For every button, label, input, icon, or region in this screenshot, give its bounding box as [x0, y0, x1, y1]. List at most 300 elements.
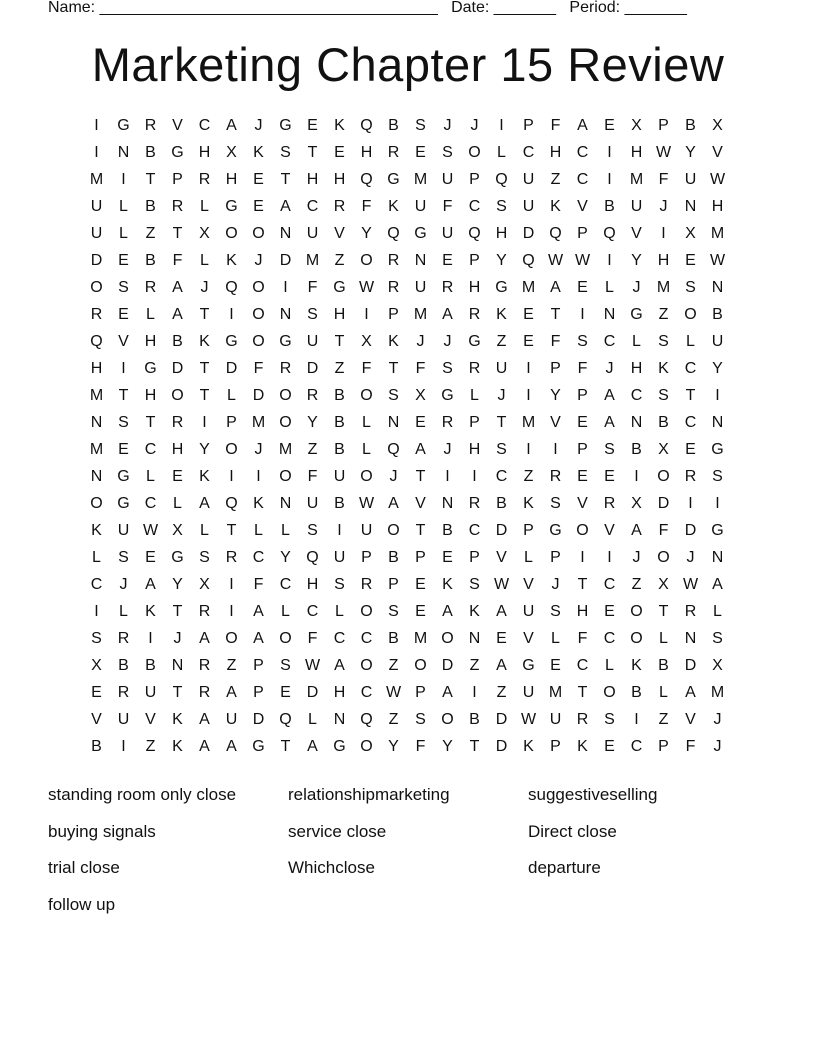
grid-letter: F	[658, 171, 669, 188]
grid-letter: S	[496, 198, 507, 215]
grid-letter: G	[387, 171, 400, 188]
grid-letter: H	[711, 198, 724, 215]
grid-letter: M	[89, 387, 104, 404]
grid-letter: W	[304, 657, 321, 674]
grid-letter: S	[658, 333, 669, 350]
grid-letter: I	[526, 360, 531, 377]
grid-row	[83, 517, 731, 544]
grid-letter: T	[415, 468, 426, 485]
grid-letter: D	[522, 225, 535, 242]
grid-letter: L	[119, 198, 128, 215]
grid-letter: I	[661, 225, 666, 242]
grid-letter: M	[413, 306, 428, 323]
grid-letter: J	[389, 468, 398, 485]
grid-letter: Q	[603, 225, 616, 242]
grid-letter: E	[496, 630, 507, 647]
grid-letter: U	[90, 198, 103, 215]
grid-letter: G	[522, 657, 535, 674]
grid-letter: E	[118, 441, 129, 458]
date-blank: _______	[493, 0, 557, 16]
grid-letter: M	[413, 171, 428, 188]
grid-letter: I	[580, 306, 585, 323]
grid-letter: C	[576, 144, 589, 161]
grid-letter: Z	[334, 360, 345, 377]
grid-letter: E	[415, 603, 426, 620]
grid-letter: U	[333, 468, 346, 485]
name-blank: ______________________________________	[99, 0, 438, 16]
grid-row	[83, 679, 731, 706]
grid-letter: Y	[172, 576, 183, 593]
grid-letter: O	[387, 522, 400, 539]
grid-letter: U	[522, 198, 535, 215]
grid-letter: Q	[306, 549, 319, 566]
grid-letter: T	[577, 576, 588, 593]
grid-letter: U	[360, 522, 373, 539]
grid-letter: C	[603, 333, 616, 350]
grid-letter: W	[493, 576, 510, 593]
grid-letter: N	[630, 414, 643, 431]
word-bank-item: Whichclose	[288, 858, 375, 877]
grid-letter: T	[577, 684, 588, 701]
word-bank-item: suggestiveselling	[528, 785, 658, 804]
grid-letter: O	[279, 468, 292, 485]
grid-letter: I	[229, 603, 234, 620]
grid-letter: G	[117, 468, 130, 485]
grid-letter: U	[144, 684, 157, 701]
grid-letter: O	[225, 630, 238, 647]
grid-letter: F	[550, 117, 561, 134]
grid-letter: E	[523, 333, 534, 350]
grid-letter: P	[469, 414, 480, 431]
grid-letter: X	[91, 657, 102, 674]
grid-letter: D	[90, 252, 103, 269]
grid-letter: K	[523, 495, 534, 512]
grid-letter: F	[361, 360, 372, 377]
grid-letter: G	[549, 522, 562, 539]
grid-letter: I	[283, 279, 288, 296]
grid-letter: K	[226, 252, 237, 269]
grid-letter: H	[144, 333, 157, 350]
grid-letter: D	[171, 360, 184, 377]
grid-letter: C	[468, 522, 481, 539]
grid-letter: L	[200, 522, 209, 539]
grid-letter: N	[468, 630, 481, 647]
grid-letter: R	[144, 117, 157, 134]
grid-letter: Y	[307, 414, 318, 431]
grid-letter: V	[145, 711, 156, 728]
grid-letter: L	[146, 306, 155, 323]
grid-letter: H	[225, 171, 238, 188]
grid-letter: B	[388, 630, 399, 647]
grid-letter: L	[200, 252, 209, 269]
grid-letter: K	[253, 144, 264, 161]
grid-letter: F	[307, 279, 318, 296]
grid-letter: B	[334, 441, 345, 458]
grid-letter: A	[496, 657, 507, 674]
grid-letter: H	[468, 279, 481, 296]
grid-letter: M	[710, 684, 725, 701]
grid-letter: P	[577, 225, 588, 242]
grid-letter: U	[333, 549, 346, 566]
grid-letter: C	[333, 630, 346, 647]
grid-letter: F	[658, 522, 669, 539]
word-bank	[48, 777, 768, 923]
grid-letter: G	[279, 117, 292, 134]
grid-letter: A	[388, 495, 399, 512]
grid-letter: V	[496, 549, 507, 566]
grid-letter: X	[712, 657, 723, 674]
grid-letter: P	[577, 387, 588, 404]
grid-letter: B	[172, 333, 183, 350]
grid-letter: P	[226, 414, 237, 431]
grid-letter: G	[711, 441, 724, 458]
grid-letter: O	[225, 441, 238, 458]
grid-letter: U	[117, 522, 130, 539]
grid-letter: L	[605, 657, 614, 674]
grid-letter: P	[469, 549, 480, 566]
grid-letter: I	[634, 711, 639, 728]
grid-letter: I	[715, 495, 720, 512]
grid-letter: B	[388, 549, 399, 566]
grid-letter: E	[604, 603, 615, 620]
grid-letter: O	[252, 333, 265, 350]
grid-row	[83, 625, 731, 652]
grid-letter: R	[306, 387, 319, 404]
grid-letter: T	[280, 171, 291, 188]
grid-letter: Z	[145, 225, 156, 242]
grid-letter: R	[360, 576, 373, 593]
grid-letter: F	[442, 198, 453, 215]
grid-letter: I	[472, 684, 477, 701]
grid-letter: O	[630, 630, 643, 647]
grid-letter: A	[199, 738, 210, 755]
word-bank-item: relationshipmarketing	[288, 785, 450, 804]
grid-letter: E	[604, 738, 615, 755]
grid-letter: U	[90, 225, 103, 242]
grid-letter: S	[307, 522, 318, 539]
grid-letter: L	[551, 630, 560, 647]
grid-letter: K	[577, 738, 588, 755]
grid-letter: S	[91, 630, 102, 647]
grid-letter: L	[92, 549, 101, 566]
grid-letter: Y	[712, 360, 723, 377]
word-bank-item: Direct close	[528, 821, 617, 841]
grid-letter: Z	[307, 441, 318, 458]
grid-letter: W	[385, 684, 402, 701]
grid-letter: Q	[468, 225, 481, 242]
grid-letter: H	[630, 360, 643, 377]
grid-letter: B	[442, 522, 453, 539]
grid-letter: K	[550, 198, 561, 215]
grid-letter: P	[172, 171, 183, 188]
grid-letter: G	[117, 117, 130, 134]
grid-letter: R	[225, 549, 238, 566]
grid-letter: L	[470, 387, 479, 404]
grid-letter: V	[577, 495, 588, 512]
grid-letter: Z	[388, 711, 399, 728]
grid-letter: J	[254, 117, 263, 134]
grid-letter: I	[229, 306, 234, 323]
grid-letter: L	[605, 279, 614, 296]
grid-row	[83, 274, 731, 301]
grid-letter: D	[252, 387, 265, 404]
grid-letter: T	[685, 387, 696, 404]
grid-letter: Q	[279, 711, 292, 728]
word-bank-item: departure	[528, 858, 601, 877]
grid-letter: E	[415, 144, 426, 161]
grid-letter: V	[685, 711, 696, 728]
grid-letter: L	[146, 468, 155, 485]
grid-letter: K	[91, 522, 102, 539]
grid-letter: A	[334, 657, 345, 674]
grid-row	[83, 409, 731, 436]
grid-row	[83, 436, 731, 463]
grid-letter: Z	[496, 333, 507, 350]
grid-letter: T	[469, 738, 480, 755]
grid-letter: O	[441, 711, 454, 728]
grid-letter: E	[685, 441, 696, 458]
grid-letter: D	[225, 360, 238, 377]
grid-letter: I	[202, 414, 207, 431]
grid-letter: B	[469, 711, 480, 728]
grid-letter: M	[521, 414, 536, 431]
grid-letter: I	[229, 468, 234, 485]
grid-row	[83, 328, 731, 355]
grid-letter: L	[632, 333, 641, 350]
grid-letter: C	[144, 495, 157, 512]
grid-letter: V	[91, 711, 102, 728]
grid-letter: S	[604, 441, 615, 458]
grid-letter: Z	[658, 711, 669, 728]
grid-letter: A	[199, 630, 210, 647]
grid-letter: C	[306, 198, 319, 215]
grid-letter: H	[333, 171, 346, 188]
grid-letter: G	[414, 225, 427, 242]
grid-letter: I	[337, 522, 342, 539]
grid-letter: P	[253, 657, 264, 674]
grid-letter: N	[117, 144, 130, 161]
grid-letter: P	[361, 549, 372, 566]
grid-letter: O	[360, 603, 373, 620]
grid-letter: S	[469, 576, 480, 593]
grid-letter: E	[91, 684, 102, 701]
grid-letter: U	[549, 711, 562, 728]
grid-letter: F	[172, 252, 183, 269]
grid-letter: J	[605, 360, 614, 377]
grid-letter: B	[658, 657, 669, 674]
grid-letter: J	[686, 549, 695, 566]
grid-letter: H	[576, 603, 589, 620]
grid-letter: J	[632, 549, 641, 566]
grid-letter: P	[658, 738, 669, 755]
grid-letter: Y	[199, 441, 210, 458]
grid-letter: M	[548, 684, 563, 701]
grid-letter: Y	[550, 387, 561, 404]
grid-letter: L	[281, 603, 290, 620]
grid-letter: O	[468, 144, 481, 161]
grid-letter: L	[119, 225, 128, 242]
grid-letter: B	[91, 738, 102, 755]
grid-letter: R	[468, 306, 481, 323]
grid-letter: S	[496, 441, 507, 458]
grid-letter: X	[685, 225, 696, 242]
grid-letter: E	[280, 684, 291, 701]
grid-letter: R	[387, 279, 400, 296]
grid-letter: S	[415, 117, 426, 134]
grid-letter: N	[90, 414, 103, 431]
grid-letter: B	[118, 657, 129, 674]
grid-letter: L	[362, 441, 371, 458]
grid-letter: S	[442, 360, 453, 377]
grid-letter: R	[198, 684, 211, 701]
grid-letter: A	[550, 279, 561, 296]
grid-letter: I	[526, 441, 531, 458]
period-blank: _______	[624, 0, 687, 16]
grid-letter: G	[333, 279, 346, 296]
grid-letter: I	[121, 738, 126, 755]
grid-letter: U	[441, 171, 454, 188]
grid-letter: C	[630, 738, 643, 755]
grid-letter: O	[414, 657, 427, 674]
grid-letter: X	[226, 144, 237, 161]
grid-letter: E	[577, 414, 588, 431]
grid-letter: U	[117, 711, 130, 728]
grid-letter: Q	[360, 171, 373, 188]
grid-letter: T	[280, 738, 291, 755]
period-label: Period:	[569, 0, 621, 16]
grid-letter: J	[713, 738, 722, 755]
grid-letter: K	[145, 603, 156, 620]
grid-letter: G	[171, 144, 184, 161]
grid-letter: O	[252, 225, 265, 242]
grid-letter: L	[200, 198, 209, 215]
grid-letter: J	[119, 576, 128, 593]
grid-letter: O	[90, 279, 103, 296]
grid-letter: A	[415, 441, 426, 458]
grid-letter: U	[306, 495, 319, 512]
grid-letter: N	[279, 225, 292, 242]
grid-letter: K	[388, 198, 399, 215]
grid-letter: S	[415, 711, 426, 728]
grid-letter: Y	[361, 225, 372, 242]
grid-letter: Y	[388, 738, 399, 755]
grid-letter: B	[496, 495, 507, 512]
grid-letter: R	[441, 414, 454, 431]
grid-letter: F	[307, 468, 318, 485]
grid-letter: S	[658, 387, 669, 404]
grid-letter: R	[144, 279, 157, 296]
grid-letter: A	[496, 603, 507, 620]
grid-letter: D	[657, 495, 670, 512]
grid-letter: S	[118, 549, 129, 566]
grid-letter: M	[413, 630, 428, 647]
grid-letter: T	[334, 333, 345, 350]
grid-letter: O	[576, 522, 589, 539]
grid-letter: B	[145, 198, 156, 215]
grid-letter: W	[709, 252, 726, 269]
grid-letter: U	[306, 333, 319, 350]
grid-letter: F	[361, 198, 372, 215]
grid-letter: I	[607, 171, 612, 188]
grid-letter: K	[199, 333, 210, 350]
grid-letter: W	[709, 171, 726, 188]
grid-letter: D	[495, 522, 508, 539]
grid-letter: I	[553, 441, 558, 458]
grid-letter: T	[226, 522, 237, 539]
grid-letter: W	[520, 711, 537, 728]
grid-letter: T	[388, 360, 399, 377]
grid-letter: I	[229, 576, 234, 593]
grid-letter: D	[684, 522, 697, 539]
grid-letter: U	[522, 171, 535, 188]
grid-letter: R	[117, 684, 130, 701]
grid-letter: W	[142, 522, 159, 539]
grid-letter: T	[199, 306, 210, 323]
grid-letter: I	[607, 144, 612, 161]
grid-letter: E	[253, 198, 264, 215]
grid-letter: V	[415, 495, 426, 512]
grid-letter: V	[577, 198, 588, 215]
grid-letter: Z	[469, 657, 480, 674]
grid-letter: O	[279, 630, 292, 647]
grid-letter: C	[306, 603, 319, 620]
grid-letter: O	[630, 603, 643, 620]
grid-row	[83, 247, 731, 274]
grid-letter: Z	[550, 171, 561, 188]
grid-letter: R	[171, 414, 184, 431]
grid-letter: L	[497, 144, 506, 161]
grid-letter: C	[279, 576, 292, 593]
grid-letter: U	[414, 279, 427, 296]
grid-letter: X	[172, 522, 183, 539]
grid-letter: M	[89, 171, 104, 188]
date-label: Date:	[451, 0, 490, 16]
grid-letter: T	[496, 414, 507, 431]
grid-letter: A	[145, 576, 156, 593]
grid-letter: J	[443, 117, 452, 134]
grid-letter: S	[442, 144, 453, 161]
grid-letter: X	[658, 576, 669, 593]
grid-letter: S	[118, 414, 129, 431]
grid-letter: M	[629, 171, 644, 188]
grid-letter: K	[253, 495, 264, 512]
grid-letter: C	[576, 171, 589, 188]
grid-letter: E	[550, 657, 561, 674]
grid-letter: C	[522, 144, 535, 161]
grid-letter: P	[550, 549, 561, 566]
grid-letter: I	[445, 468, 450, 485]
grid-letter: M	[521, 279, 536, 296]
grid-letter: N	[171, 657, 184, 674]
grid-letter: W	[574, 252, 591, 269]
grid-letter: J	[254, 441, 263, 458]
grid-letter: V	[523, 630, 534, 647]
grid-letter: A	[577, 117, 588, 134]
grid-letter: A	[442, 684, 453, 701]
grid-letter: P	[253, 684, 264, 701]
grid-letter: I	[364, 306, 369, 323]
grid-letter: C	[360, 630, 373, 647]
grid-letter: O	[171, 387, 184, 404]
grid-row	[83, 598, 731, 625]
grid-letter: D	[306, 684, 319, 701]
grid-letter: N	[279, 306, 292, 323]
grid-letter: K	[496, 306, 507, 323]
grid-letter: A	[172, 279, 183, 296]
grid-letter: Q	[387, 441, 400, 458]
grid-letter: R	[468, 360, 481, 377]
grid-letter: G	[468, 333, 481, 350]
